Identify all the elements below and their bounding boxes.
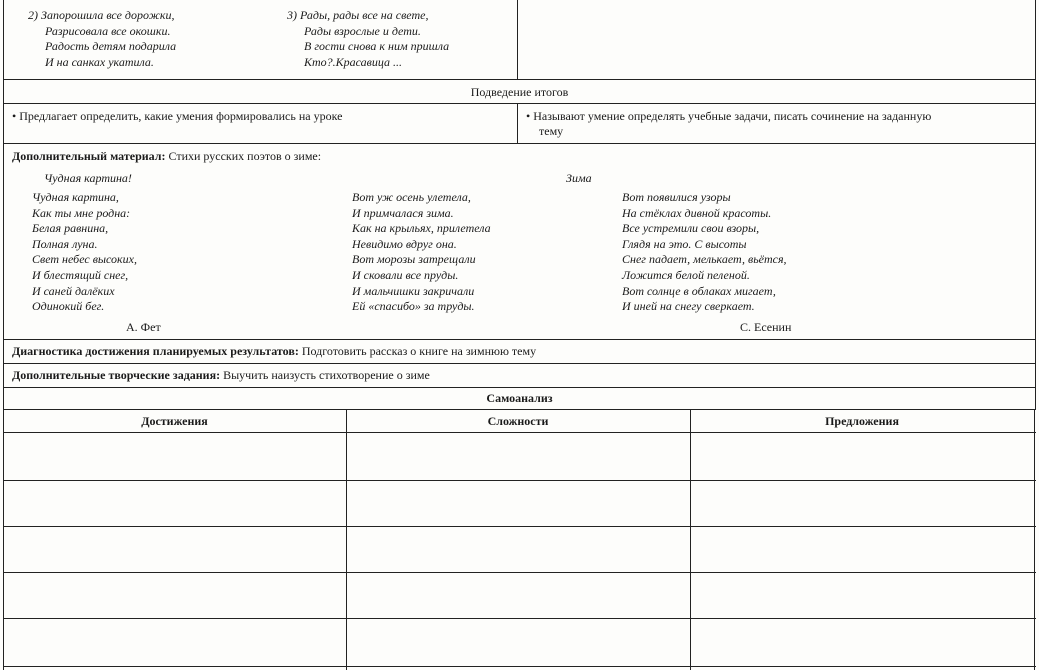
summary-title: Подведение итогов — [470, 85, 569, 99]
table-column-divider — [690, 410, 691, 670]
student-activity-line: тему — [539, 124, 564, 138]
poem-line: Радость детям подарила — [45, 39, 177, 54]
poem-line: 3) Рады, рады все на свете, — [287, 8, 429, 22]
table-border — [1034, 410, 1035, 670]
table-row-divider — [3, 432, 1036, 433]
riddle-poems-row — [3, 0, 1036, 80]
poem-line: И саней далёких — [32, 283, 115, 298]
creative-tasks-content — [12, 368, 430, 383]
table-row-divider — [3, 480, 1036, 481]
poem-line: На стёклах дивной красоты. — [622, 205, 772, 220]
creative-tasks-text: Выучить наизусть стихотворение о зиме — [223, 368, 430, 382]
poem-line: И блестящий снег, — [32, 267, 129, 282]
poem-line: Ложится белой пеленой. — [622, 267, 750, 282]
table-row-divider — [3, 666, 1036, 667]
poem-3 — [287, 8, 449, 70]
fet-poem-title: Чудная картина! — [44, 171, 132, 185]
esenin-poem-part-1 — [352, 190, 491, 315]
creative-tasks-label: Дополнительные творческие задания: — [12, 368, 221, 382]
poem-line: Вот морозы затрещали — [352, 252, 476, 267]
poem-line: Все устремили свои взоры, — [622, 221, 760, 236]
esenin-poem-title: Зима — [566, 171, 592, 185]
poem-line: Вот солнце в облаках мигает, — [622, 283, 776, 298]
poem-line: Ей «спасибо» за труды. — [352, 299, 475, 314]
summary-content-row — [3, 104, 1036, 144]
poem-2 — [28, 8, 176, 70]
poem-line: Белая равнина, — [32, 221, 109, 236]
teacher-activity: • Предлагает определить, какие умения формировались на уроке — [12, 109, 342, 124]
column-header-achievements: Достижения — [141, 414, 208, 428]
poem-line: Невидимо вдруг она. — [352, 236, 457, 251]
column-header-difficulties: Сложности — [487, 414, 549, 428]
table-row-divider — [3, 618, 1036, 619]
poem-line: Как на крыльях, прилетела — [352, 221, 491, 236]
additional-material-row — [3, 144, 1036, 340]
poem-line: Рады взрослые и дети. — [304, 23, 421, 38]
poem-line: Глядя на это. С высоты — [622, 236, 747, 251]
student-activity — [526, 109, 1031, 139]
diagnostics-label: Диагностика достижения планируемых результатов: — [12, 344, 299, 358]
column-divider — [517, 0, 518, 79]
student-activity-line: • Называют умение определять учебные задачи, писать сочинение на заданную — [526, 109, 1031, 124]
poem-line: И иней на снегу сверкает. — [622, 299, 755, 314]
additional-material-text: Стихи русских поэтов о зиме: — [168, 149, 322, 163]
fet-author: А. Фет — [126, 320, 161, 334]
column-divider — [517, 104, 518, 143]
column-header-suggestions: Предложения — [825, 414, 899, 428]
poem-line: И сковали все пруды. — [352, 267, 459, 282]
table-row-divider — [3, 572, 1036, 573]
table-row-divider — [3, 526, 1036, 527]
poem-line: Свет небес высоких, — [32, 252, 137, 267]
poem-line: Одинокий бег. — [32, 299, 105, 314]
poem-line: Вот уж осень улетела, — [352, 190, 471, 204]
diagnostics-row — [3, 340, 1036, 364]
additional-material-heading — [12, 149, 321, 164]
poem-line: И мальчишки закричали — [352, 283, 475, 298]
poem-line: Полная луна. — [32, 236, 98, 251]
fet-poem — [32, 190, 137, 315]
self-analysis-table — [3, 410, 1036, 670]
poem-line: Снег падает, мелькает, вьётся, — [622, 252, 787, 267]
diagnostics-text: Подготовить рассказ о книге на зимнюю тему — [301, 344, 537, 358]
self-analysis-title: Самоанализ — [486, 391, 553, 405]
additional-material-label: Дополнительный материал: — [12, 149, 166, 163]
poem-line: Как ты мне родна: — [32, 205, 131, 220]
summary-title-row — [3, 80, 1036, 104]
poem-line: Кто?.Красавица ... — [304, 54, 402, 69]
esenin-author: С. Есенин — [740, 320, 792, 334]
poem-line: 2) Запорошила все дорожки, — [28, 8, 175, 22]
diagnostics-content — [12, 344, 536, 359]
creative-tasks-row — [3, 364, 1036, 388]
self-analysis-title-row — [3, 388, 1036, 410]
esenin-poem-part-2 — [622, 190, 787, 315]
poem-line: Чудная картина, — [32, 190, 119, 204]
table-column-divider — [346, 410, 347, 670]
poem-line: Вот появилися узоры — [622, 190, 731, 204]
poem-line: И примчалася зима. — [352, 205, 454, 220]
table-border — [3, 410, 4, 670]
poem-line: В гости снова к ним пришла — [304, 39, 450, 54]
poem-line: И на санках укатила. — [45, 54, 154, 69]
poem-line: Разрисовала все окошки. — [45, 23, 171, 38]
